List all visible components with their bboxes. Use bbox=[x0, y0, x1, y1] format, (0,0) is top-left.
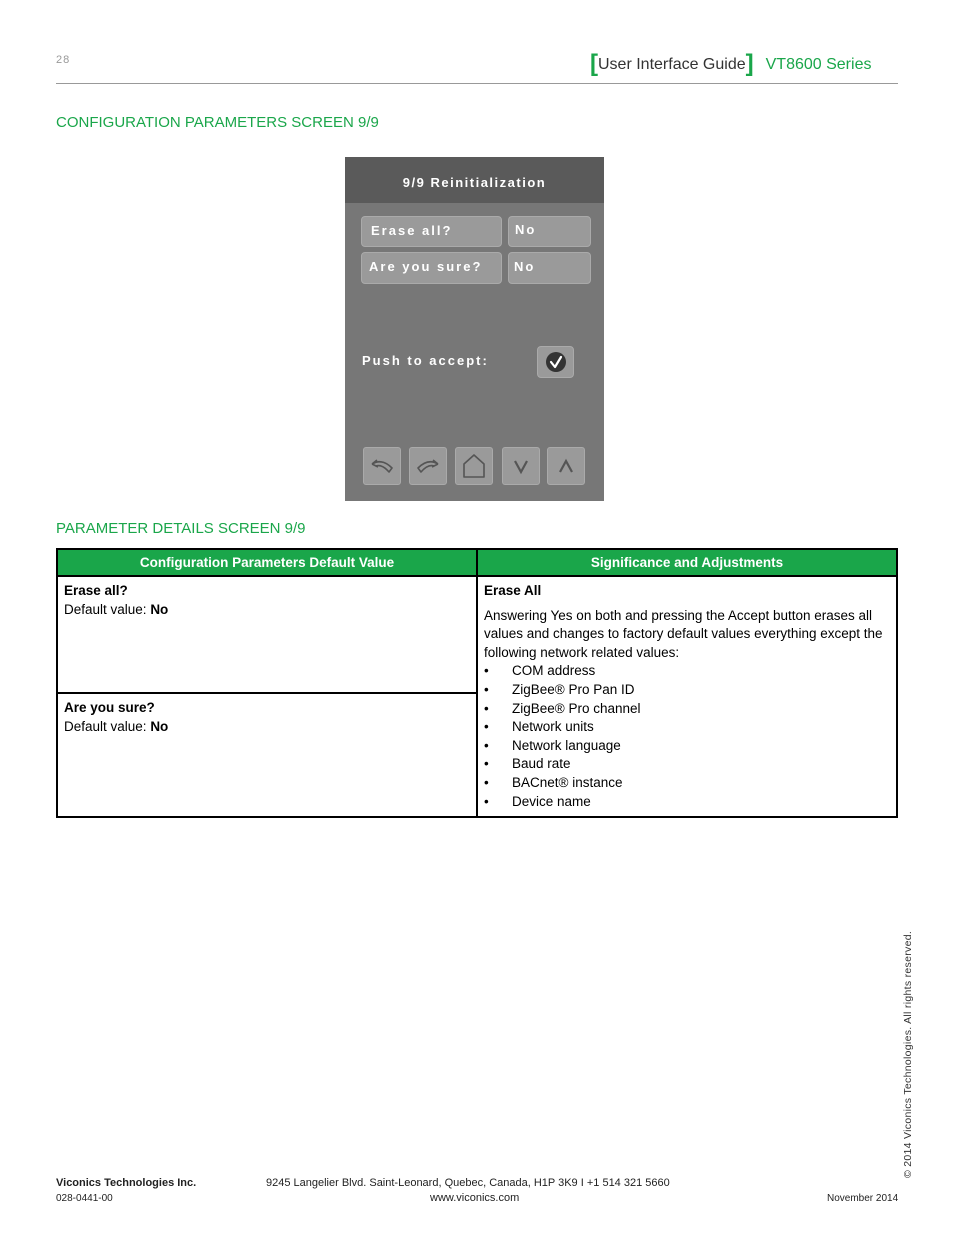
screen-title: 9/9 Reinitialization bbox=[345, 157, 604, 203]
footer-company: Viconics Technologies Inc. bbox=[56, 1177, 197, 1189]
footer-date: November 2014 bbox=[827, 1193, 899, 1204]
parameter-details-table bbox=[56, 548, 898, 818]
copyright-notice: © 2014 Viconics Technologies. All rights reserved. bbox=[902, 930, 914, 1178]
section-title-details: PARAMETER DETAILS SCREEN 9/9 bbox=[56, 520, 306, 537]
param-cell bbox=[57, 693, 477, 817]
significance-text: Answering Yes on both and pressing the Accept button erases all values and changes to factory default values everything except the following network related values: bbox=[484, 607, 883, 660]
section-title-config: CONFIGURATION PARAMETERS SCREEN 9/9 bbox=[56, 114, 379, 131]
param-default bbox=[64, 601, 470, 620]
param-cell bbox=[57, 576, 477, 693]
back-button[interactable] bbox=[363, 447, 401, 485]
home-icon bbox=[460, 452, 488, 480]
page-number: 28 bbox=[56, 54, 71, 66]
param-name: Are you sure? bbox=[64, 700, 155, 715]
back-icon bbox=[368, 452, 396, 480]
forward-button[interactable] bbox=[409, 447, 447, 485]
erase-all-field[interactable]: Erase all? bbox=[361, 216, 502, 247]
up-button[interactable] bbox=[547, 447, 585, 485]
footer-doc-number: 028-0441-00 bbox=[56, 1193, 113, 1204]
param-default bbox=[64, 718, 470, 737]
chevron-up-icon bbox=[552, 452, 580, 480]
guide-title: User Interface Guide bbox=[598, 56, 746, 73]
series-name: VT8600 Series bbox=[765, 56, 872, 73]
list-item: • Baud rate bbox=[484, 755, 890, 774]
list-item: • BACnet® instance bbox=[484, 774, 890, 793]
header-title bbox=[590, 50, 871, 78]
default-value: No bbox=[150, 601, 169, 617]
are-you-sure-value[interactable]: No bbox=[508, 252, 591, 284]
header-divider bbox=[56, 83, 898, 84]
table-row bbox=[57, 576, 897, 693]
home-button[interactable] bbox=[455, 447, 493, 485]
default-label: Default value: bbox=[64, 718, 151, 734]
thermostat-screen bbox=[345, 157, 604, 501]
erase-all-value[interactable]: No bbox=[508, 216, 591, 247]
bracket-open: [ bbox=[590, 50, 598, 77]
forward-icon bbox=[414, 452, 442, 480]
push-to-accept-label: Push to accept: bbox=[362, 353, 489, 368]
significance-title: Erase All bbox=[484, 583, 542, 598]
accept-button[interactable] bbox=[537, 346, 574, 378]
checkmark-icon bbox=[546, 352, 566, 372]
list-item: • Network units bbox=[484, 718, 890, 737]
default-label: Default value: bbox=[64, 601, 151, 617]
significance-cell bbox=[477, 576, 897, 817]
bracket-close: ] bbox=[745, 50, 754, 77]
list-item: • COM address bbox=[484, 662, 890, 681]
column-header-default: Configuration Parameters Default Value bbox=[57, 549, 477, 576]
default-value: No bbox=[150, 718, 169, 734]
list-item: • ZigBee® Pro Pan ID bbox=[484, 681, 890, 700]
param-name: Erase all? bbox=[64, 583, 128, 598]
list-item: • Network language bbox=[484, 737, 890, 756]
down-button[interactable] bbox=[502, 447, 540, 485]
are-you-sure-field[interactable]: Are you sure? bbox=[361, 252, 502, 284]
list-item: • ZigBee® Pro channel bbox=[484, 700, 890, 719]
column-header-significance: Significance and Adjustments bbox=[477, 549, 897, 576]
footer-address: 9245 Langelier Blvd. Saint-Leonard, Quebec, Canada, H1P 3K9 I +1 514 321 5660 bbox=[266, 1177, 670, 1189]
network-values-list bbox=[484, 662, 890, 811]
chevron-down-icon bbox=[507, 452, 535, 480]
footer-website[interactable]: www.viconics.com bbox=[430, 1192, 520, 1204]
list-item: • Device name bbox=[484, 793, 890, 812]
